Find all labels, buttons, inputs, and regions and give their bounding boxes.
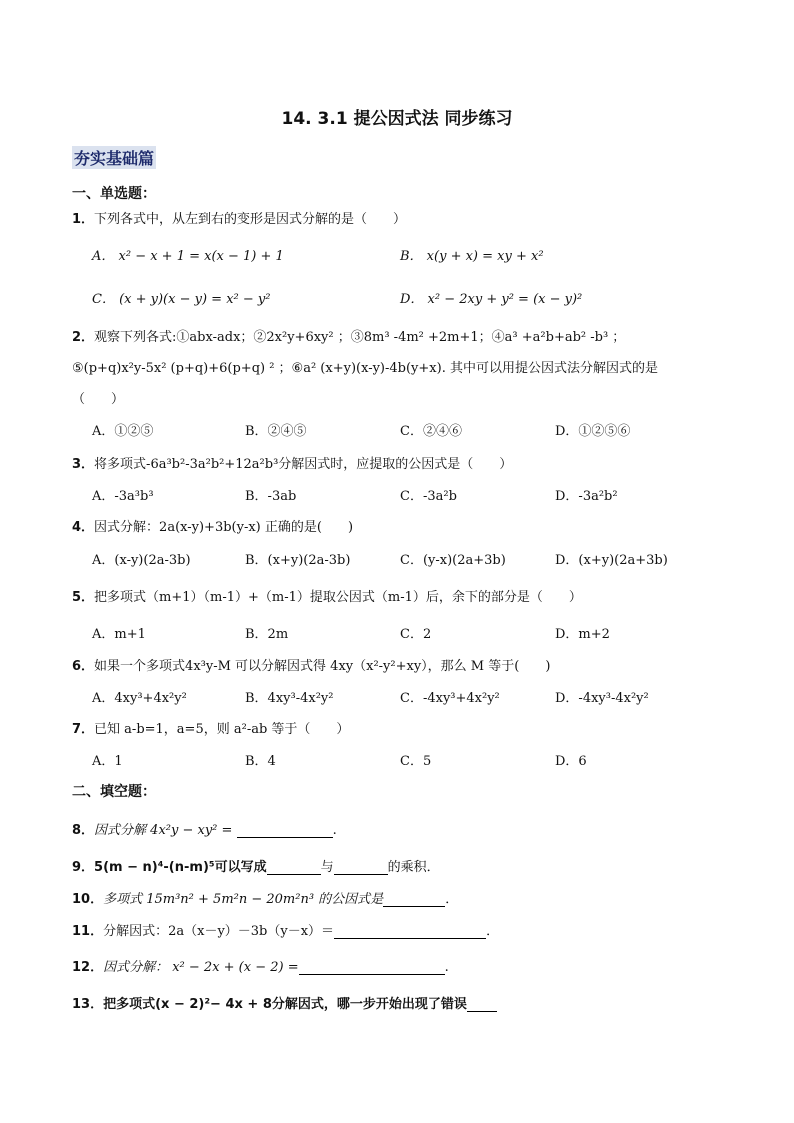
q1-option-a: A． x² − x + 1 = x(x − 1) + 1 [92,249,284,264]
question-9 [72,856,440,875]
q4-option-a: A．(x-y)(2a-3b) [92,553,191,568]
question-stem: 将多项式-6a³b²-3a²b²+12a²b³分解因式时，应提取的公因式是（ ） [94,457,513,472]
question-number: 4． [72,520,95,535]
question-number: 9． [72,860,95,875]
q6-option-d: D．-4xy³-4x²y² [555,691,649,706]
question-number: 10． [72,892,104,907]
q4-option-b: B．(x+y)(2a-3b) [245,553,351,568]
question-end: ． [486,924,500,939]
question-number: 2． [72,330,95,345]
q1-option-c: C． (x + y)(x − y) = x² − y² [92,292,271,307]
answer-blank[interactable] [467,999,497,1012]
question-stem-line1: 观察下列各式:①abx-adx；②2x²y+6xy² ；③8m³ -4m² +2m+1；④a³ +a²b+ab² -b³ ； [94,330,626,345]
question-2-line2: ⑤(p+q)x²y-5x² (p+q)+6(p+q) ² ；⑥a² (x+y)(x-y)-4b(y+x). 其中可以用提公因式法分解因式的是 [72,361,658,376]
question-8 [72,819,337,838]
q7-option-d: D．6 [555,754,587,769]
question-4 [72,516,353,535]
question-stem: 多项式 15m³n² + 5m²n − 20m²n³ 的公因式是 [103,892,384,907]
question-stem: 如果一个多项式4x³y-M 可以分解因式得 4xy（x²-y²+xy），那么 M 等于( ) [94,659,551,674]
question-end: . [332,823,337,838]
q7-option-a: A．1 [92,754,123,769]
answer-blank-1[interactable] [267,862,321,875]
question-stem: 5(m − n)⁴-(n-m)⁵可以写成 [94,860,267,875]
part1-heading: 一、单选题： [72,186,156,202]
question-stem: 因式分解 4x²y − xy² = [94,823,233,838]
answer-blank[interactable] [237,825,333,838]
question-number: 8． [72,823,95,838]
question-2-line3: （ ） [72,392,125,407]
question-stem: 因式分解：2a(x-y)+3b(y-x) 正确的是( ) [94,520,354,535]
q3-option-d: D．-3a²b² [555,489,618,504]
question-3 [72,453,512,472]
q3-option-c: C．-3a²b [400,489,457,504]
q3-option-a: A．-3a³b³ [92,489,154,504]
q7-option-c: C．5 [400,754,432,769]
q1-option-d: D． x² − 2xy + y² = (x − y)² [400,292,583,307]
question-number: 12． [72,960,104,975]
question-number: 6． [72,659,95,674]
question-stem: 分解因式：2a（x－y）－3b（y－x）＝ [103,924,335,939]
answer-blank[interactable] [334,926,486,939]
q2-option-a: A．①②⑤ [92,424,154,439]
q5-option-b: B．2m [245,627,289,642]
question-end: ． [445,892,459,907]
question-7 [72,718,349,737]
question-number: 13． [72,997,104,1012]
question-stem: 下列各式中，从左到右的变形是因式分解的是（ ） [94,212,407,227]
question-1 [72,208,406,227]
q4-option-c: C．(y-x)(2a+3b) [400,553,506,568]
question-mid: 与 [320,860,334,875]
q4-option-d: D．(x+y)(2a+3b) [555,553,668,568]
q3-option-b: B．-3ab [245,489,297,504]
question-number: 3． [72,457,95,472]
question-number: 5． [72,590,95,605]
q7-option-b: B．4 [245,754,276,769]
question-stem: 把多项式（m+1）（m-1）+（m-1）提取公因式（m-1）后，余下的部分是（ ） [94,590,582,605]
question-2 [72,326,625,345]
page-title: 14. 3.1 提公因式法 同步练习 [281,109,513,129]
question-6 [72,655,550,674]
section-tag: 夯实基础篇 [72,146,156,169]
q6-option-c: C．-4xy³+4x²y² [400,691,500,706]
q5-option-c: C．2 [400,627,432,642]
question-number: 7． [72,722,95,737]
q2-option-c: C．②④⑥ [400,424,462,439]
question-number: 11． [72,924,104,939]
question-number: 1． [72,212,95,227]
answer-blank[interactable] [383,894,445,907]
question-stem: 把多项式(x − 2)²− 4x + 8分解因式，哪一步开始出现了错误 [103,997,467,1012]
q6-option-a: A．4xy³+4x²y² [92,691,187,706]
question-end: . [444,960,449,975]
answer-blank[interactable] [299,962,445,975]
q6-option-b: B．4xy³-4x²y² [245,691,334,706]
part2-heading: 二、填空题： [72,784,156,800]
question-end: 的乘积． [387,860,440,875]
question-10 [72,888,458,907]
q1-option-b: B． x(y + x) = xy + x² [400,249,544,264]
question-11 [72,920,499,939]
question-12 [72,956,449,975]
question-stem: 已知 a-b=1，a=5，则 a²-ab 等于（ ） [94,722,350,737]
question-13 [72,993,497,1012]
q5-option-a: A．m+1 [92,627,146,642]
question-stem: 因式分解： x² − 2x + (x − 2) = [103,960,299,975]
q2-option-b: B．②④⑤ [245,424,307,439]
question-5 [72,586,582,605]
answer-blank-2[interactable] [334,862,388,875]
q5-option-d: D．m+2 [555,627,610,642]
q2-option-d: D．①②⑤⑥ [555,424,631,439]
